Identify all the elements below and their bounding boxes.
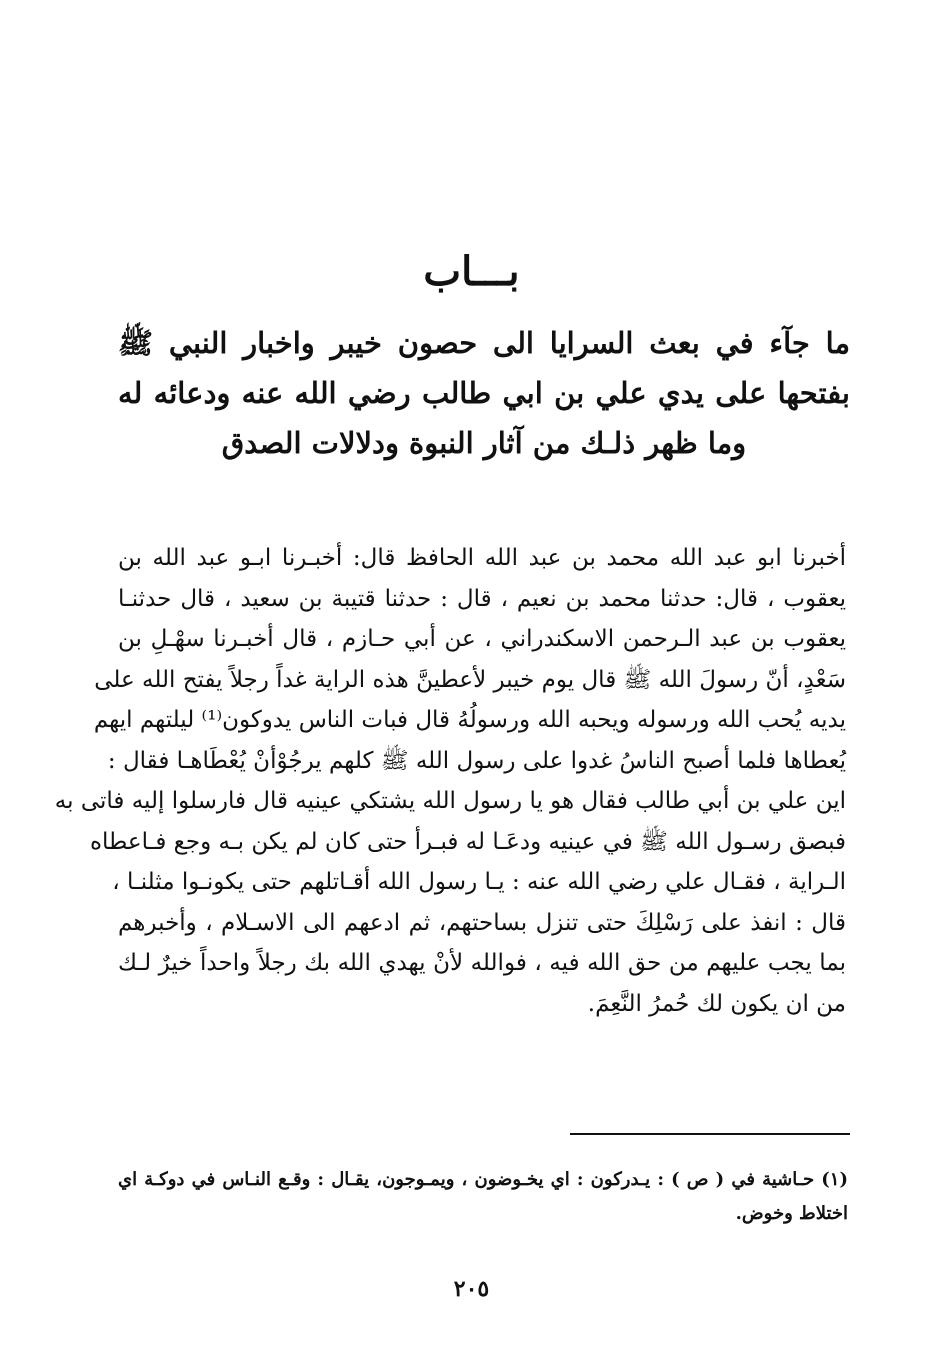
body-line: من ان يكون لك حُمرُ النَّعِمَ. bbox=[587, 990, 846, 1017]
body-line: يُعطاها فلما أصبح الناسُ غدوا على رسول الله ﷺ كلهم يرجُوْأنْ يُعْطَاهـا فقال : bbox=[107, 747, 846, 774]
body-paragraph bbox=[54, 538, 846, 1024]
page-number: ٢٠٥ bbox=[453, 1276, 490, 1302]
chapter-title: ما جآء في بعث السرايا الى حصون خيبر واخبار النبي ﷺ بفتحها على يدي علي بن ابي طالب رضي الله عنه ودعائه له وما ظهر ذلـك من آثار النبوة ودلالات الصدق bbox=[118, 326, 850, 460]
body-line: يديه يُحب الله ورسوله ويحبه الله ورسولُهُ قال فبات الناس يدوكون⁽¹⁾ ليلتهم ايهم bbox=[93, 707, 846, 733]
body-line: يعقوب ، قال: حدثنا محمد بن نعيم ، قال : حدثنا قتيبة بن سعيد ، قال حدثنـا bbox=[118, 585, 846, 612]
body-line: اين علي بن أبي طالب فقال هو يا رسول الله يشتكي عينيه قال فارسلوا إليه فاتى به bbox=[54, 788, 846, 814]
body-line: أخبرنا ابو عبد الله محمد بن عبد الله الحافظ قال: أخبـرنا ابـو عبد الله بن bbox=[118, 545, 846, 571]
body-line: بما يجب عليهم من حق الله فيه ، فوالله لأنْ يهدي الله بك رجلاً واحداً خيرٌ لـك bbox=[118, 950, 846, 976]
body-line: سَعْدٍ، أنّ رسولَ الله ﷺ قال يوم خيبر لأعطينَّ هذه الراية غداً رجلاً يفتح الله على bbox=[94, 666, 846, 693]
body-line: الـراية ، فقـال علي رضي الله عنه : يـا رسول الله أقـاتلهم حتى يكونـوا مثلنـا ، bbox=[112, 869, 846, 895]
footnote-divider bbox=[570, 1133, 850, 1135]
chapter-heading: بـــاب bbox=[423, 248, 520, 295]
body-line: يعقوب بن عبد الـرحمن الاسكندراني ، عن أبي حـازم ، قال أخبـرنا سهْـلِ بن bbox=[118, 626, 846, 652]
body-line: فبصق رسـول الله ﷺ في عينيه ودعَـا له فبـرأ حتى كان لم يكن بـه وجع فـاعطاه bbox=[89, 828, 846, 855]
body-line: قال : انفذ على رَسْلِكَ حتى تنزل بساحتهم، ثم ادعهم الى الاسـلام ، وأخبرهم bbox=[118, 909, 846, 936]
footnote: (١) حـاشية في ( ص ) : يـدركون : اي يخـوضون ، ويمـوجون، يقـال : وقـع النـاس في دوكـة اي اختلاط وخوض. bbox=[118, 1169, 848, 1224]
